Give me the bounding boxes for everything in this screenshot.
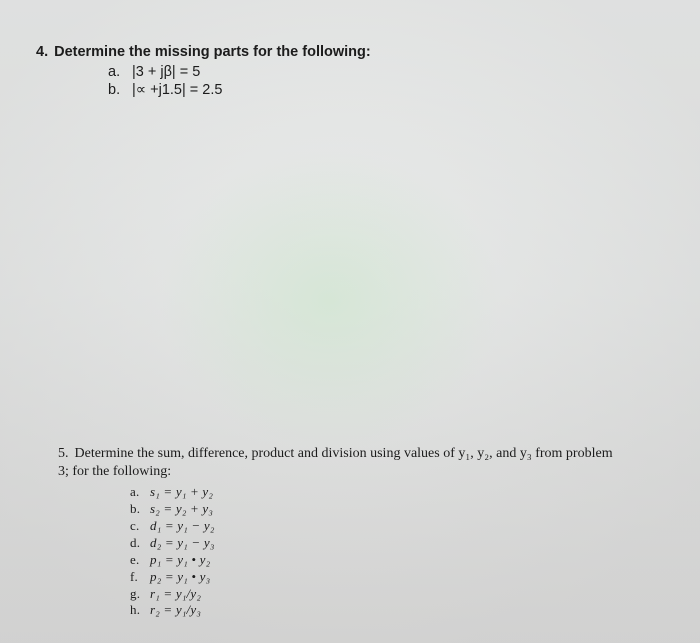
item-label: b. — [108, 82, 121, 98]
item-label: h. — [130, 602, 141, 617]
item-label: e. — [130, 552, 140, 567]
item-expression: d₂ = y₁ − y₃ — [150, 535, 215, 550]
item-expression: p₁ = y₁ • y₂ — [150, 552, 211, 567]
item-expression: s₂ = y₂ + y₃ — [150, 501, 214, 516]
question-5-item-a — [130, 484, 213, 500]
item-expression: p₂ = y₁ • y₃ — [150, 569, 211, 584]
question-5-number: 5. — [58, 446, 69, 461]
question-5-prompt — [58, 445, 618, 481]
item-expression: r₂ = y₁/y₃ — [150, 602, 202, 617]
item-expression: |∝ +j1.5| = 2.5 — [132, 82, 223, 98]
question-5-item-f — [130, 569, 210, 585]
item-label: b. — [130, 501, 141, 516]
question-4-item-b — [108, 82, 222, 98]
item-label: g. — [130, 586, 141, 601]
item-expression: d₁ = y₁ − y₂ — [150, 518, 215, 533]
item-label: d. — [130, 535, 141, 550]
question-4-number: 4. — [36, 44, 49, 60]
question-5-text: Determine the sum, difference, product and division using values of y₁, y₂, and y₃ from problem 3; for the following: — [58, 446, 613, 479]
question-4-prompt — [36, 44, 371, 60]
question-5-item-e — [130, 552, 210, 568]
question-5-item-h — [130, 602, 201, 618]
question-4-text: Determine the missing parts for the following: — [54, 44, 371, 60]
question-5-item-g — [130, 586, 201, 602]
question-5-item-d — [130, 535, 215, 551]
item-label: f. — [130, 569, 138, 584]
question-5-item-c — [130, 518, 215, 534]
item-expression: s₁ = y₁ + y₂ — [150, 484, 214, 499]
item-expression: r₁ = y₁/y₂ — [150, 586, 202, 601]
item-expression: |3 + jβ| = 5 — [132, 64, 201, 80]
item-label: a. — [108, 64, 121, 80]
question-5-item-b — [130, 501, 213, 517]
item-label: c. — [130, 518, 140, 533]
question-4-item-a — [108, 64, 200, 80]
item-label: a. — [130, 484, 140, 499]
